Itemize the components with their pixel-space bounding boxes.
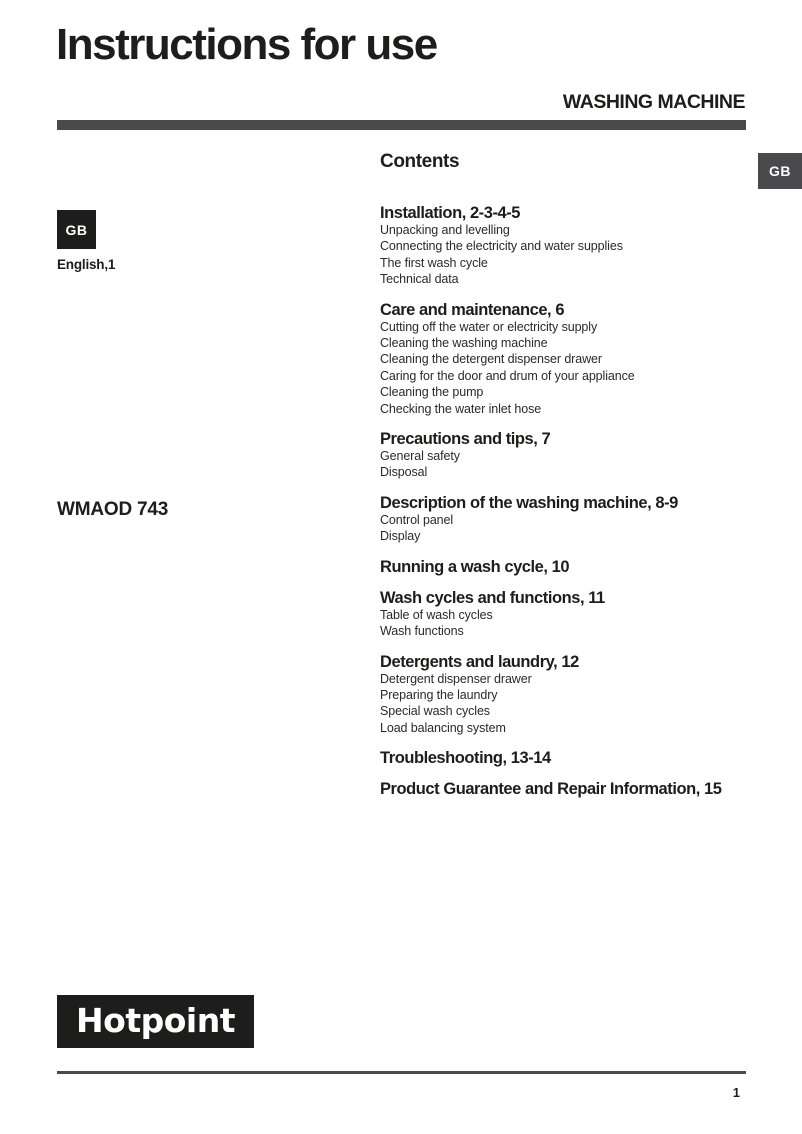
toc-item: Cleaning the washing machine	[380, 336, 548, 351]
toc-section-title: Installation, 2-3-4-5	[380, 204, 521, 222]
toc-item: Checking the water inlet hose	[380, 401, 542, 416]
toc-section-title: Running a wash cycle, 10	[380, 557, 570, 576]
table-of-contents	[380, 152, 765, 798]
toc-item: Disposal	[380, 465, 428, 480]
language-corner-tab: GB	[758, 153, 802, 189]
toc-item: The first wash cycle	[380, 255, 488, 270]
toc-item: Preparing the laundry	[380, 687, 498, 702]
toc-item: Display	[380, 529, 421, 544]
toc-section	[380, 653, 765, 737]
toc-item: Wash functions	[380, 624, 464, 639]
toc-section-title: Troubleshooting, 13-14	[380, 749, 551, 768]
toc-section-title: Care and maintenance, 6	[380, 300, 565, 319]
toc-section-title: Detergents and laundry, 12	[380, 652, 579, 671]
language-label: English,1	[57, 257, 116, 272]
toc-section	[380, 558, 765, 576]
toc-section	[380, 204, 765, 288]
toc-section-title: Product Guarantee and Repair Information, 15	[380, 780, 722, 799]
toc-section	[380, 589, 765, 640]
toc-item: Cutting off the water or electricity supply	[380, 319, 598, 334]
hotpoint-logo: Hotpoint	[57, 995, 254, 1048]
toc-section	[380, 780, 765, 798]
appliance-type-label: WASHING MACHINE	[562, 91, 745, 113]
toc-section	[380, 301, 765, 417]
toc-item: Load balancing system	[380, 720, 506, 735]
model-number: WMAOD 743	[57, 499, 169, 520]
contents-heading: Contents	[380, 151, 460, 172]
toc-item: Caring for the door and drum of your appliance	[380, 368, 635, 383]
header-divider-bar	[57, 120, 746, 130]
toc-item: Connecting the electricity and water supplies	[380, 239, 623, 254]
toc-sections	[380, 204, 765, 798]
language-badge: GB	[57, 210, 96, 249]
toc-item: General safety	[380, 449, 460, 464]
toc-item: Special wash cycles	[380, 704, 490, 719]
toc-section	[380, 749, 765, 767]
page-number: 1	[732, 1085, 740, 1100]
toc-item: Technical data	[380, 272, 459, 287]
toc-section-title: Precautions and tips, 7	[380, 430, 551, 449]
toc-item: Table of wash cycles	[380, 607, 493, 622]
document-title: Instructions for use	[56, 20, 437, 69]
toc-item: Unpacking and levelling	[380, 223, 510, 237]
toc-item: Cleaning the detergent dispenser drawer	[380, 352, 602, 367]
toc-section-title: Wash cycles and functions, 11	[380, 588, 605, 607]
toc-section	[380, 494, 765, 545]
toc-section	[380, 430, 765, 481]
toc-section-title: Description of the washing machine, 8-9	[380, 493, 678, 512]
toc-item: Control panel	[380, 512, 454, 527]
footer-divider-rule	[57, 1071, 746, 1074]
toc-item: Detergent dispenser drawer	[380, 671, 532, 686]
toc-item: Cleaning the pump	[380, 385, 484, 400]
